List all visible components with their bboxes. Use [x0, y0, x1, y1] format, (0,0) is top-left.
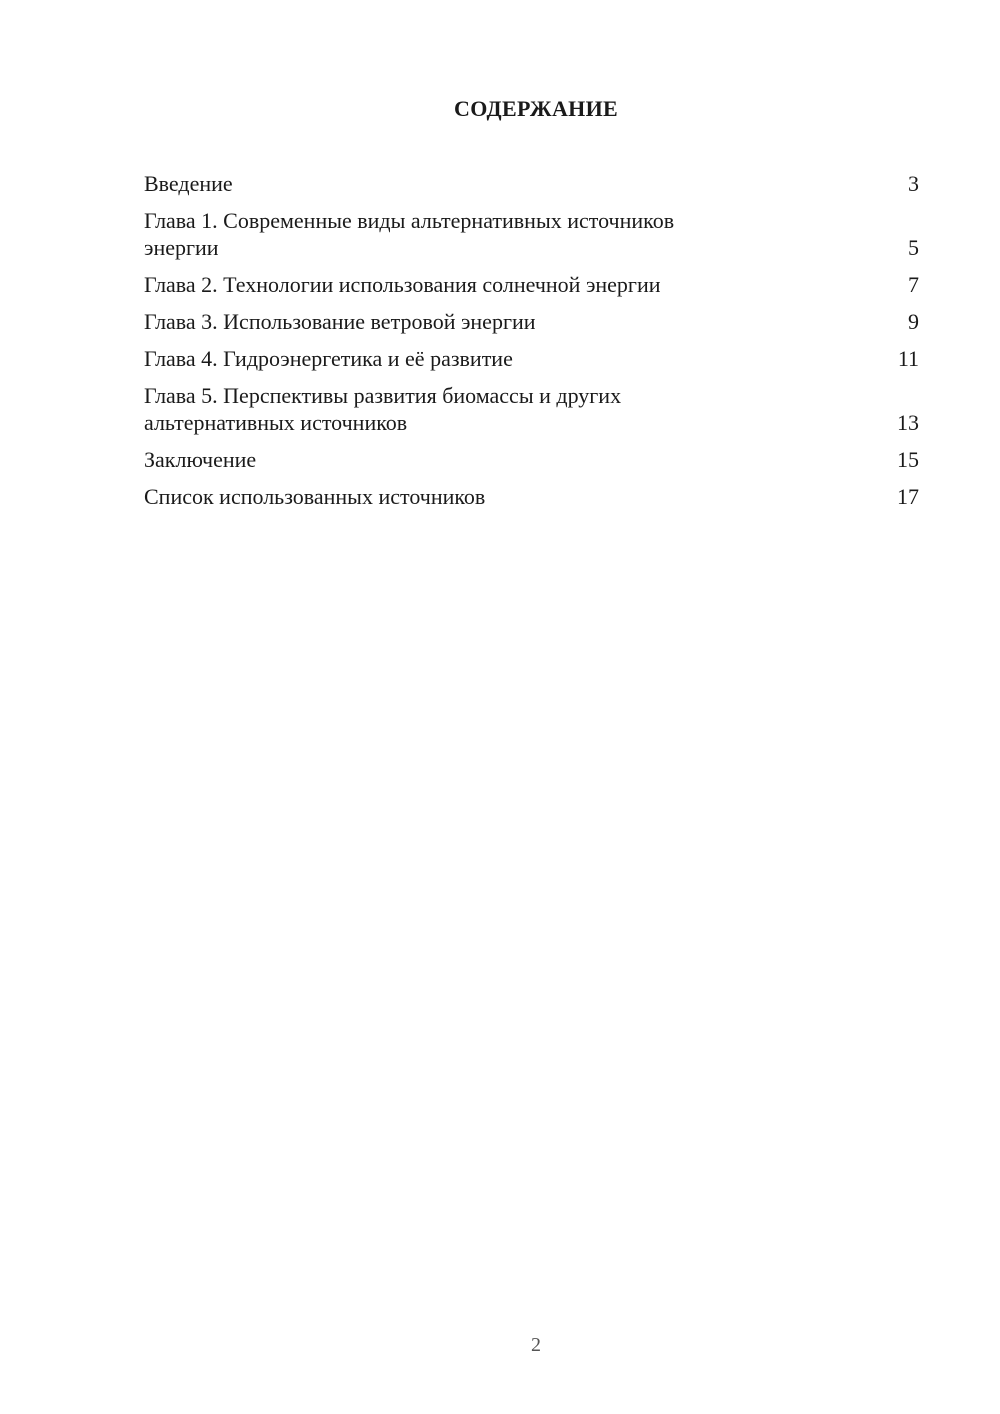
toc-entry-references	[144, 483, 919, 510]
toc-entry-chapter-5	[144, 382, 919, 436]
toc-entry-page: 11	[897, 346, 919, 371]
page-number: 2	[531, 1334, 541, 1356]
toc-entry-text	[144, 170, 233, 197]
toc-entry-chapter-3	[144, 308, 919, 335]
toc-entry-line: Глава 2. Технологии использования солнечной энергии	[144, 272, 661, 297]
toc-entry-line: Заключение	[144, 447, 257, 472]
toc-entry-page: 7	[908, 272, 919, 297]
toc-entry-line: Глава 4. Гидроэнергетика и её развитие	[144, 346, 513, 371]
toc-entry-chapter-2	[144, 271, 919, 298]
toc-entry-line: альтернативных источников	[144, 410, 408, 435]
toc-entry-page: 13	[897, 410, 919, 435]
toc-entry-text	[144, 308, 536, 335]
toc-entry-line: Список использованных источников	[144, 484, 486, 509]
toc-entry-text	[144, 446, 256, 473]
toc-entry-page: 3	[908, 171, 919, 196]
toc-entry-page: 9	[908, 309, 919, 334]
toc-entry-chapter-4	[144, 345, 919, 372]
toc-entry-page: 17	[897, 484, 919, 509]
toc-entry-chapter-1	[144, 207, 919, 261]
toc-entry-text	[144, 382, 621, 436]
toc-entry-line: Глава 3. Использование ветровой энергии	[144, 309, 536, 334]
toc-entry-text	[144, 483, 485, 510]
toc-entry-conclusion	[144, 446, 919, 473]
toc-entry-line: Введение	[144, 171, 233, 196]
table-of-contents	[144, 170, 919, 520]
toc-entry-line: Глава 1. Современные виды альтернативных источников	[144, 208, 675, 233]
toc-entry-page: 5	[908, 235, 919, 260]
toc-entry-page: 15	[897, 447, 919, 472]
toc-entry-text	[144, 345, 513, 372]
toc-entry-text	[144, 271, 661, 298]
toc-entry-text	[144, 207, 674, 261]
toc-entry-line: Глава 5. Перспективы развития биомассы и других	[144, 383, 622, 408]
toc-entry-line: энергии	[144, 235, 219, 260]
toc-title: СОДЕРЖАНИЕ	[454, 96, 618, 121]
toc-entry-introduction	[144, 170, 919, 197]
